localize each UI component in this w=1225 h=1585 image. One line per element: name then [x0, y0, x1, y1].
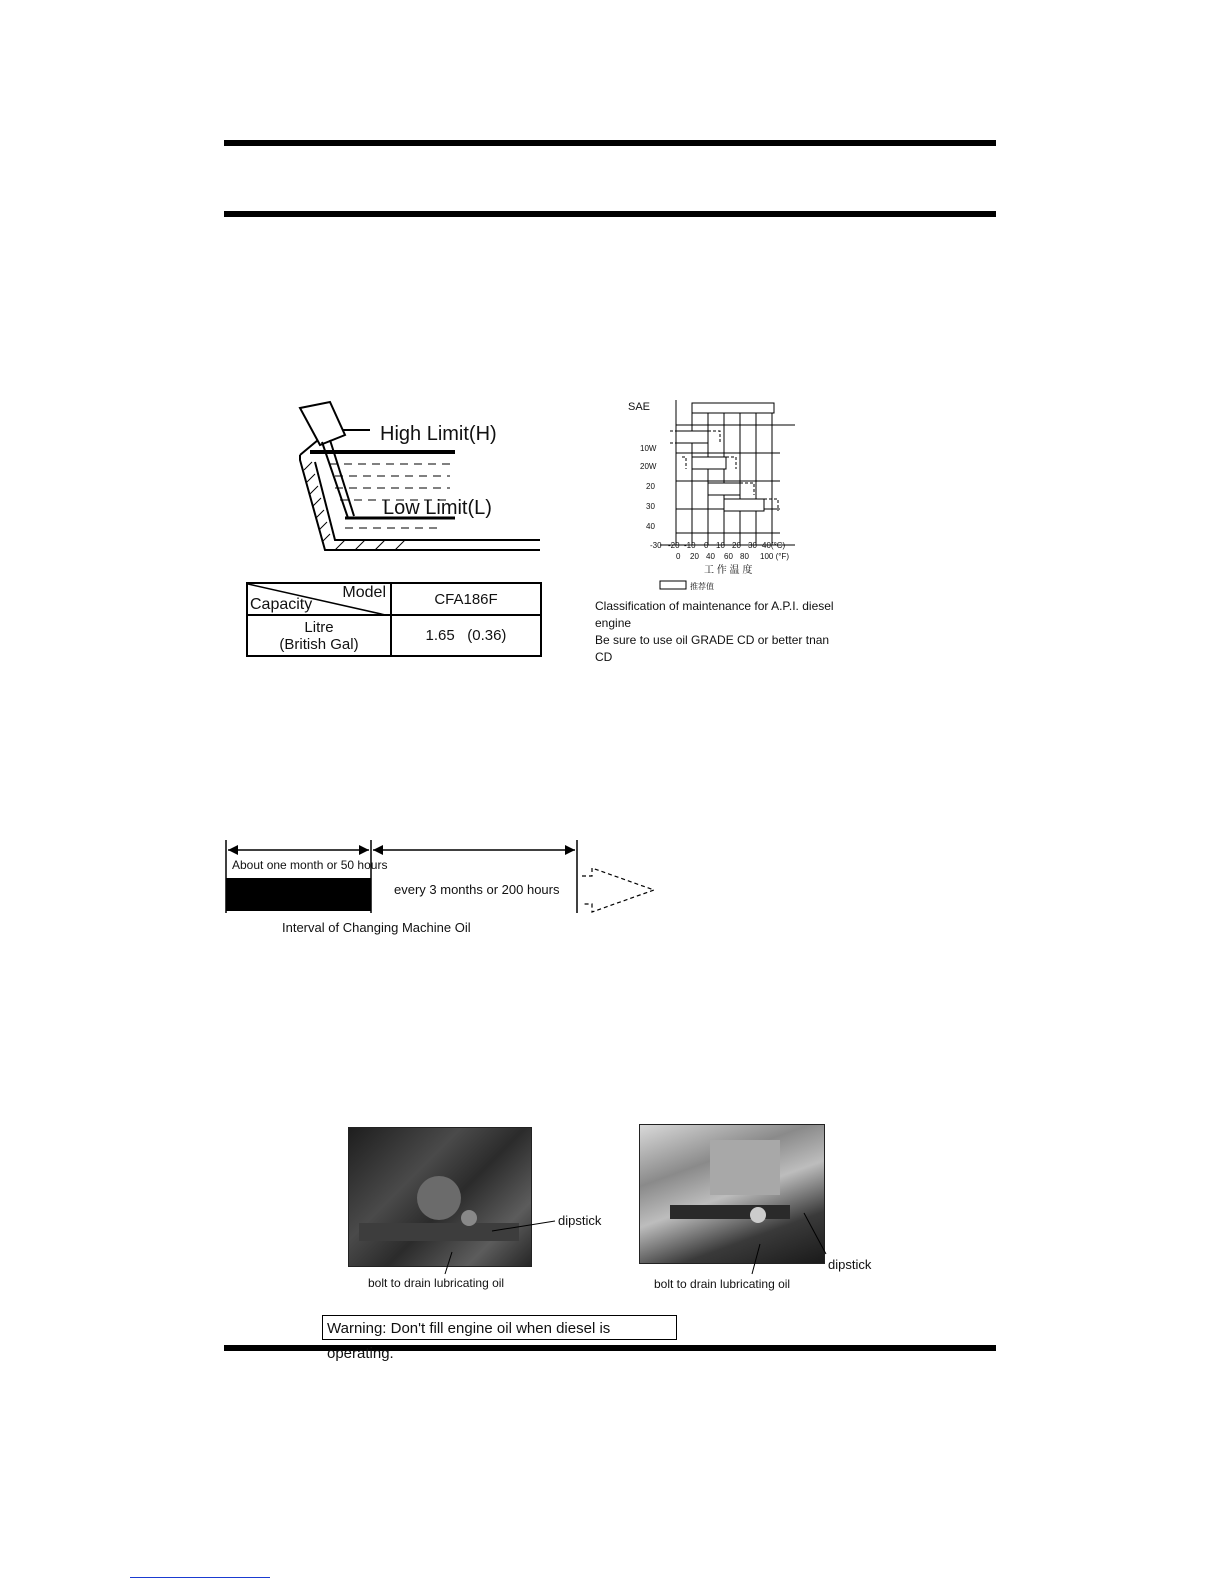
- temperature-axis-label: 工 作 温 度: [704, 565, 753, 576]
- sae-tick-40: 40: [646, 522, 655, 531]
- model-value: CFA186F: [391, 583, 541, 615]
- unit-label-litre: Litre: [304, 618, 334, 636]
- capacity-header: Capacity: [250, 596, 313, 613]
- capacity-table: [246, 582, 542, 657]
- unit-label-cell: [247, 615, 391, 656]
- sae-tick-20w: 20W: [640, 462, 657, 471]
- celsius-ticks: [650, 541, 786, 550]
- second-interval-label: every 3 months or 200 hours: [394, 882, 560, 897]
- f-tick: 40: [706, 552, 715, 561]
- low-limit-label: Low Limit(L): [383, 497, 492, 519]
- diagonal-header-cell: [247, 583, 391, 615]
- first-interval-bar: [226, 878, 371, 911]
- caption-line: Be sure to use oil GRADE CD or better tnan: [595, 633, 830, 647]
- first-interval-label: About one month or 50 hours: [232, 858, 388, 872]
- c-tick: 30: [748, 541, 757, 550]
- header-bottom-rule: [224, 211, 996, 217]
- f-tick: 100 (°F): [760, 552, 789, 561]
- legend-label: 推荐值: [690, 582, 714, 591]
- c-tick: 40(°C): [762, 541, 786, 550]
- c-tick: -30: [650, 541, 662, 550]
- right-dipstick-label: dipstick: [828, 1257, 872, 1272]
- legend-swatch: [660, 581, 686, 589]
- oil-change-interval-diagram: [224, 838, 664, 923]
- capacity-value: 1.65 (0.36): [391, 615, 541, 656]
- left-bolt-label: bolt to drain lubricating oil: [368, 1276, 505, 1290]
- caption-line: engine: [595, 616, 632, 630]
- unit-label-gal: (British Gal): [279, 635, 359, 653]
- c-tick: 0: [704, 541, 709, 550]
- left-dipstick-label: dipstick: [558, 1213, 602, 1228]
- f-tick: 20: [690, 552, 699, 561]
- high-limit-label: High Limit(H): [380, 423, 497, 445]
- c-tick: 20: [732, 541, 741, 550]
- caption-line: CD: [595, 650, 613, 664]
- engine-oil-warning: Warning: Don't fill engine oil when diesel is operating.: [322, 1315, 677, 1340]
- c-tick: -20: [668, 541, 680, 550]
- sae-axis-title: SAE: [628, 401, 651, 413]
- sae-tick-10w: 10W: [640, 444, 657, 453]
- top-rule: [224, 140, 996, 146]
- f-tick: 80: [740, 552, 749, 561]
- sae-tick-30: 30: [646, 502, 655, 511]
- f-tick: 0: [676, 552, 681, 561]
- c-tick: -10: [684, 541, 696, 550]
- c-tick: 10: [716, 541, 725, 550]
- interval-caption: Interval of Changing Machine Oil: [282, 920, 471, 935]
- footnote-separator: [130, 1577, 270, 1578]
- continue-arrow: [582, 868, 654, 912]
- f-tick: 60: [724, 552, 733, 561]
- engine-photo-left: [348, 1127, 532, 1267]
- engine-photo-right: [639, 1124, 825, 1264]
- model-header: Model: [342, 584, 386, 601]
- fahrenheit-ticks: [676, 552, 789, 561]
- right-bolt-label: bolt to drain lubricating oil: [654, 1277, 791, 1291]
- caption-line: Classification of maintenance for A.P.I. diesel: [595, 599, 834, 613]
- sae-caption: [595, 598, 865, 666]
- sae-viscosity-chart: [620, 395, 810, 595]
- sae-tick-20: 20: [646, 482, 655, 491]
